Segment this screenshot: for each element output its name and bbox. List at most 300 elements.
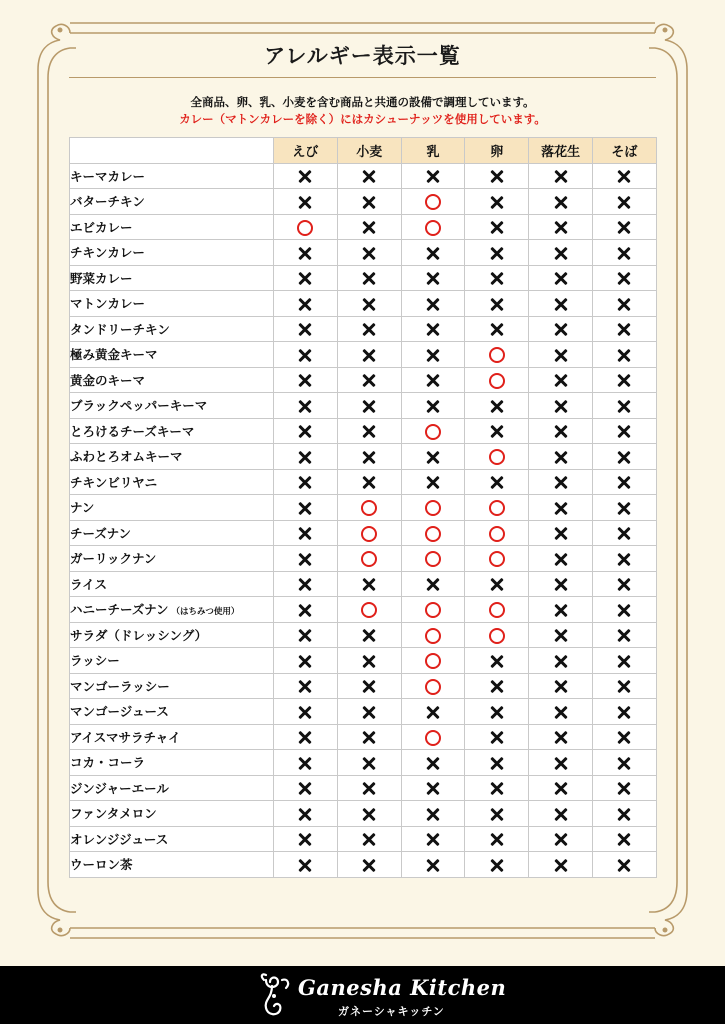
not-contained-cross-icon [554, 833, 568, 847]
not-contained-cross-icon [362, 348, 376, 362]
menu-item-name [70, 163, 274, 189]
contains-circle-icon [361, 551, 377, 567]
menu-item-name [70, 265, 274, 291]
allergen-cell-shrimp [274, 597, 338, 623]
allergen-cell-shrimp [274, 291, 338, 317]
not-contained-cross-icon [490, 654, 504, 668]
menu-item-name [70, 316, 274, 342]
menu-item-name [70, 495, 274, 521]
not-contained-cross-icon [298, 552, 312, 566]
menu-item-label: コカ・コーラ [70, 755, 146, 771]
allergen-cell-egg [465, 622, 529, 648]
not-contained-cross-icon [554, 170, 568, 184]
allergen-cell-buckwheat [592, 265, 656, 291]
allergen-cell-milk [401, 622, 465, 648]
not-contained-cross-icon [617, 170, 631, 184]
column-header-egg: 卵 [465, 138, 529, 164]
not-contained-cross-icon [362, 705, 376, 719]
ganesha-logo-icon [256, 972, 294, 1018]
not-contained-cross-icon [298, 807, 312, 821]
allergen-cell-milk [401, 826, 465, 852]
allergen-cell-wheat [337, 163, 401, 189]
contains-circle-icon [425, 551, 441, 567]
allergen-cell-buckwheat [592, 393, 656, 419]
not-contained-cross-icon [617, 195, 631, 209]
menu-item-name [70, 826, 274, 852]
brand-name-ja: ガネーシャキッチン [338, 1005, 445, 1018]
not-contained-cross-icon [617, 527, 631, 541]
not-contained-cross-icon [617, 782, 631, 796]
menu-item-label: マンゴーラッシー [70, 678, 170, 694]
contains-circle-icon [489, 526, 505, 542]
not-contained-cross-icon [490, 731, 504, 745]
not-contained-cross-icon [554, 603, 568, 617]
allergen-cell-egg [465, 597, 529, 623]
allergen-cell-shrimp [274, 418, 338, 444]
not-contained-cross-icon [554, 221, 568, 235]
not-contained-cross-icon [617, 603, 631, 617]
allergen-cell-milk [401, 342, 465, 368]
menu-item-name [70, 571, 274, 597]
table-row [70, 648, 657, 674]
contains-circle-icon [489, 449, 505, 465]
table-row [70, 265, 657, 291]
allergen-cell-shrimp [274, 546, 338, 572]
allergen-cell-peanut [529, 163, 593, 189]
not-contained-cross-icon [490, 425, 504, 439]
allergen-cell-wheat [337, 189, 401, 215]
not-contained-cross-icon [554, 807, 568, 821]
allergen-cell-milk [401, 214, 465, 240]
menu-item-name [70, 775, 274, 801]
not-contained-cross-icon [554, 578, 568, 592]
allergen-cell-milk [401, 648, 465, 674]
allergen-cell-shrimp [274, 393, 338, 419]
contains-circle-icon [489, 551, 505, 567]
table-row [70, 571, 657, 597]
menu-item-name [70, 367, 274, 393]
contains-circle-icon [489, 628, 505, 644]
allergen-cell-peanut [529, 571, 593, 597]
allergen-cell-milk [401, 265, 465, 291]
not-contained-cross-icon [490, 756, 504, 770]
not-contained-cross-icon [298, 578, 312, 592]
not-contained-cross-icon [298, 782, 312, 796]
contains-circle-icon [361, 526, 377, 542]
allergen-cell-peanut [529, 546, 593, 572]
not-contained-cross-icon [554, 323, 568, 337]
allergen-cell-milk [401, 724, 465, 750]
allergen-cell-shrimp [274, 520, 338, 546]
not-contained-cross-icon [617, 450, 631, 464]
table-row [70, 520, 657, 546]
allergen-cell-milk [401, 852, 465, 878]
not-contained-cross-icon [554, 348, 568, 362]
menu-item-label: ライス [70, 576, 108, 592]
not-contained-cross-icon [554, 756, 568, 770]
menu-item-label: タンドリーチキン [70, 321, 170, 337]
menu-item-label: ナン [70, 500, 95, 516]
table-row [70, 444, 657, 470]
menu-item-label: ファンタメロン [70, 806, 157, 822]
allergen-cell-milk [401, 469, 465, 495]
allergen-cell-shrimp [274, 801, 338, 827]
allergen-cell-shrimp [274, 750, 338, 776]
not-contained-cross-icon [298, 629, 312, 643]
not-contained-cross-icon [490, 170, 504, 184]
not-contained-cross-icon [298, 731, 312, 745]
allergen-cell-milk [401, 750, 465, 776]
table-row [70, 597, 657, 623]
allergen-cell-egg [465, 469, 529, 495]
table-row [70, 546, 657, 572]
menu-item-label: キーマカレー [70, 168, 146, 184]
not-contained-cross-icon [362, 680, 376, 694]
allergen-cell-egg [465, 495, 529, 521]
allergen-cell-wheat [337, 367, 401, 393]
not-contained-cross-icon [490, 195, 504, 209]
menu-item-name [70, 546, 274, 572]
menu-item-label: サラダ（ドレッシング） [70, 627, 208, 643]
not-contained-cross-icon [426, 578, 440, 592]
allergen-cell-shrimp [274, 214, 338, 240]
not-contained-cross-icon [490, 399, 504, 413]
allergen-cell-buckwheat [592, 801, 656, 827]
contains-circle-icon [489, 373, 505, 389]
not-contained-cross-icon [554, 374, 568, 388]
allergen-cell-buckwheat [592, 597, 656, 623]
allergen-cell-buckwheat [592, 163, 656, 189]
column-header-buckwheat: そば [592, 138, 656, 164]
not-contained-cross-icon [426, 450, 440, 464]
contains-circle-icon [425, 526, 441, 542]
menu-item-label: ハニーチーズナン [70, 602, 169, 618]
menu-item-name [70, 342, 274, 368]
table-row [70, 699, 657, 725]
allergen-cell-egg [465, 801, 529, 827]
menu-item-label: 野菜カレー [70, 270, 133, 286]
not-contained-cross-icon [490, 246, 504, 260]
not-contained-cross-icon [298, 399, 312, 413]
allergen-cell-buckwheat [592, 571, 656, 597]
allergen-cell-wheat [337, 469, 401, 495]
contains-circle-icon [425, 500, 441, 516]
not-contained-cross-icon [362, 221, 376, 235]
not-contained-cross-icon [617, 833, 631, 847]
not-contained-cross-icon [490, 272, 504, 286]
allergen-cell-egg [465, 520, 529, 546]
menu-item-label: ふわとろオムキーマ [70, 449, 183, 465]
menu-item-label: ブラックペッパーキーマ [70, 398, 208, 414]
not-contained-cross-icon [554, 195, 568, 209]
allergen-cell-wheat [337, 750, 401, 776]
allergen-cell-milk [401, 367, 465, 393]
menu-item-name [70, 699, 274, 725]
not-contained-cross-icon [426, 323, 440, 337]
not-contained-cross-icon [362, 374, 376, 388]
contains-circle-icon [489, 602, 505, 618]
allergen-cell-buckwheat [592, 214, 656, 240]
not-contained-cross-icon [490, 578, 504, 592]
not-contained-cross-icon [554, 552, 568, 566]
not-contained-cross-icon [426, 297, 440, 311]
not-contained-cross-icon [298, 756, 312, 770]
not-contained-cross-icon [554, 731, 568, 745]
not-contained-cross-icon [362, 425, 376, 439]
contains-circle-icon [425, 194, 441, 210]
not-contained-cross-icon [298, 374, 312, 388]
allergen-cell-peanut [529, 520, 593, 546]
not-contained-cross-icon [298, 323, 312, 337]
not-contained-cross-icon [298, 450, 312, 464]
allergen-cell-peanut [529, 367, 593, 393]
allergen-cell-peanut [529, 597, 593, 623]
allergen-cell-milk [401, 495, 465, 521]
table-row [70, 163, 657, 189]
not-contained-cross-icon [554, 272, 568, 286]
not-contained-cross-icon [426, 170, 440, 184]
allergen-cell-egg [465, 265, 529, 291]
table-row [70, 240, 657, 266]
not-contained-cross-icon [426, 246, 440, 260]
not-contained-cross-icon [362, 833, 376, 847]
contains-circle-icon [489, 500, 505, 516]
table-row [70, 495, 657, 521]
allergen-cell-egg [465, 852, 529, 878]
allergen-cell-milk [401, 316, 465, 342]
allergen-cell-buckwheat [592, 852, 656, 878]
allergen-cell-buckwheat [592, 724, 656, 750]
not-contained-cross-icon [554, 246, 568, 260]
not-contained-cross-icon [554, 476, 568, 490]
allergen-cell-peanut [529, 444, 593, 470]
allergen-cell-milk [401, 546, 465, 572]
column-header-wheat: 小麦 [337, 138, 401, 164]
not-contained-cross-icon [362, 654, 376, 668]
allergen-cell-milk [401, 291, 465, 317]
not-contained-cross-icon [426, 782, 440, 796]
page-title: アレルギー表示一覧 [264, 44, 461, 68]
menu-item-label: 極み黄金キーマ [70, 347, 158, 363]
allergen-cell-peanut [529, 214, 593, 240]
allergen-cell-egg [465, 826, 529, 852]
allergen-cell-egg [465, 571, 529, 597]
allergen-cell-egg [465, 775, 529, 801]
not-contained-cross-icon [617, 221, 631, 235]
allergen-cell-buckwheat [592, 418, 656, 444]
allergen-cell-wheat [337, 546, 401, 572]
not-contained-cross-icon [298, 501, 312, 515]
not-contained-cross-icon [298, 348, 312, 362]
allergen-cell-egg [465, 418, 529, 444]
allergen-cell-egg [465, 367, 529, 393]
allergen-cell-buckwheat [592, 622, 656, 648]
not-contained-cross-icon [298, 833, 312, 847]
not-contained-cross-icon [554, 705, 568, 719]
allergen-cell-milk [401, 597, 465, 623]
notice-shared-equipment: 全商品、卵、乳、小麦を含む商品と共通の設備で調理しています。 [190, 95, 535, 109]
column-header-shrimp: えび [274, 138, 338, 164]
allergen-cell-peanut [529, 648, 593, 674]
allergen-cell-shrimp [274, 852, 338, 878]
allergen-cell-shrimp [274, 469, 338, 495]
not-contained-cross-icon [426, 399, 440, 413]
not-contained-cross-icon [298, 476, 312, 490]
not-contained-cross-icon [490, 807, 504, 821]
notice-cashew: カレー（マトンカレーを除く）にはカシューナッツを使用しています。 [179, 112, 546, 126]
allergen-cell-egg [465, 316, 529, 342]
allergen-cell-egg [465, 750, 529, 776]
allergen-cell-milk [401, 240, 465, 266]
brand-name-en: Ganesha Kitchen [298, 975, 507, 1000]
not-contained-cross-icon [362, 629, 376, 643]
allergen-cell-wheat [337, 214, 401, 240]
allergen-cell-shrimp [274, 495, 338, 521]
table-row [70, 724, 657, 750]
not-contained-cross-icon [617, 654, 631, 668]
allergen-cell-wheat [337, 775, 401, 801]
allergen-cell-buckwheat [592, 750, 656, 776]
allergen-cell-wheat [337, 597, 401, 623]
allergen-cell-wheat [337, 622, 401, 648]
menu-item-label: ウーロン茶 [70, 857, 133, 873]
not-contained-cross-icon [490, 323, 504, 337]
allergen-cell-shrimp [274, 163, 338, 189]
not-contained-cross-icon [554, 654, 568, 668]
allergen-cell-milk [401, 699, 465, 725]
allergen-cell-peanut [529, 418, 593, 444]
allergen-cell-peanut [529, 265, 593, 291]
not-contained-cross-icon [362, 195, 376, 209]
not-contained-cross-icon [617, 501, 631, 515]
allergen-cell-shrimp [274, 265, 338, 291]
allergen-cell-egg [465, 214, 529, 240]
menu-item-label: エビカレー [70, 219, 133, 235]
allergen-cell-egg [465, 724, 529, 750]
not-contained-cross-icon [617, 858, 631, 872]
table-row [70, 622, 657, 648]
not-contained-cross-icon [298, 705, 312, 719]
not-contained-cross-icon [554, 527, 568, 541]
allergen-cell-egg [465, 393, 529, 419]
allergen-cell-buckwheat [592, 673, 656, 699]
not-contained-cross-icon [362, 246, 376, 260]
allergen-cell-egg [465, 648, 529, 674]
not-contained-cross-icon [298, 297, 312, 311]
not-contained-cross-icon [617, 476, 631, 490]
not-contained-cross-icon [490, 782, 504, 796]
allergen-cell-buckwheat [592, 546, 656, 572]
allergen-cell-egg [465, 163, 529, 189]
not-contained-cross-icon [298, 246, 312, 260]
allergen-cell-peanut [529, 852, 593, 878]
allergen-cell-wheat [337, 520, 401, 546]
contains-circle-icon [361, 500, 377, 516]
not-contained-cross-icon [298, 527, 312, 541]
allergen-cell-egg [465, 444, 529, 470]
not-contained-cross-icon [617, 552, 631, 566]
allergen-cell-buckwheat [592, 520, 656, 546]
allergen-cell-wheat [337, 393, 401, 419]
not-contained-cross-icon [298, 858, 312, 872]
contains-circle-icon [425, 602, 441, 618]
table-row [70, 367, 657, 393]
menu-item-note: （はちみつ使用） [171, 607, 240, 618]
contains-circle-icon [489, 347, 505, 363]
not-contained-cross-icon [298, 425, 312, 439]
not-contained-cross-icon [554, 629, 568, 643]
allergy-table [69, 137, 657, 878]
allergen-cell-buckwheat [592, 367, 656, 393]
not-contained-cross-icon [617, 731, 631, 745]
allergen-cell-shrimp [274, 699, 338, 725]
not-contained-cross-icon [617, 297, 631, 311]
allergen-cell-egg [465, 342, 529, 368]
menu-item-name [70, 214, 274, 240]
not-contained-cross-icon [490, 833, 504, 847]
menu-item-name [70, 852, 274, 878]
allergen-cell-milk [401, 801, 465, 827]
not-contained-cross-icon [362, 578, 376, 592]
allergen-cell-milk [401, 673, 465, 699]
not-contained-cross-icon [617, 578, 631, 592]
contains-circle-icon [425, 679, 441, 695]
not-contained-cross-icon [362, 731, 376, 745]
allergen-cell-wheat [337, 418, 401, 444]
table-row [70, 418, 657, 444]
not-contained-cross-icon [554, 782, 568, 796]
not-contained-cross-icon [362, 399, 376, 413]
column-header-milk: 乳 [401, 138, 465, 164]
menu-item-label: オレンジジュース [70, 831, 169, 847]
not-contained-cross-icon [554, 425, 568, 439]
not-contained-cross-icon [554, 297, 568, 311]
allergen-cell-peanut [529, 699, 593, 725]
not-contained-cross-icon [362, 782, 376, 796]
allergen-cell-buckwheat [592, 775, 656, 801]
not-contained-cross-icon [617, 323, 631, 337]
allergen-cell-milk [401, 418, 465, 444]
allergen-cell-peanut [529, 724, 593, 750]
table-row [70, 393, 657, 419]
not-contained-cross-icon [298, 654, 312, 668]
allergen-cell-buckwheat [592, 469, 656, 495]
menu-item-label: チキンカレー [70, 245, 145, 261]
table-row [70, 750, 657, 776]
allergen-cell-buckwheat [592, 291, 656, 317]
not-contained-cross-icon [426, 858, 440, 872]
not-contained-cross-icon [426, 705, 440, 719]
allergen-cell-peanut [529, 495, 593, 521]
allergen-cell-shrimp [274, 316, 338, 342]
not-contained-cross-icon [617, 246, 631, 260]
title-divider [69, 77, 656, 78]
contains-circle-icon [425, 220, 441, 236]
allergen-cell-peanut [529, 750, 593, 776]
menu-item-label: マトンカレー [70, 296, 146, 312]
not-contained-cross-icon [490, 297, 504, 311]
allergen-cell-egg [465, 699, 529, 725]
menu-item-name [70, 622, 274, 648]
allergen-cell-milk [401, 444, 465, 470]
allergen-cell-wheat [337, 571, 401, 597]
menu-item-label: とろけるチーズキーマ [70, 423, 195, 439]
not-contained-cross-icon [362, 756, 376, 770]
menu-item-name [70, 189, 274, 215]
menu-item-name [70, 801, 274, 827]
menu-item-name [70, 724, 274, 750]
contains-circle-icon [425, 628, 441, 644]
